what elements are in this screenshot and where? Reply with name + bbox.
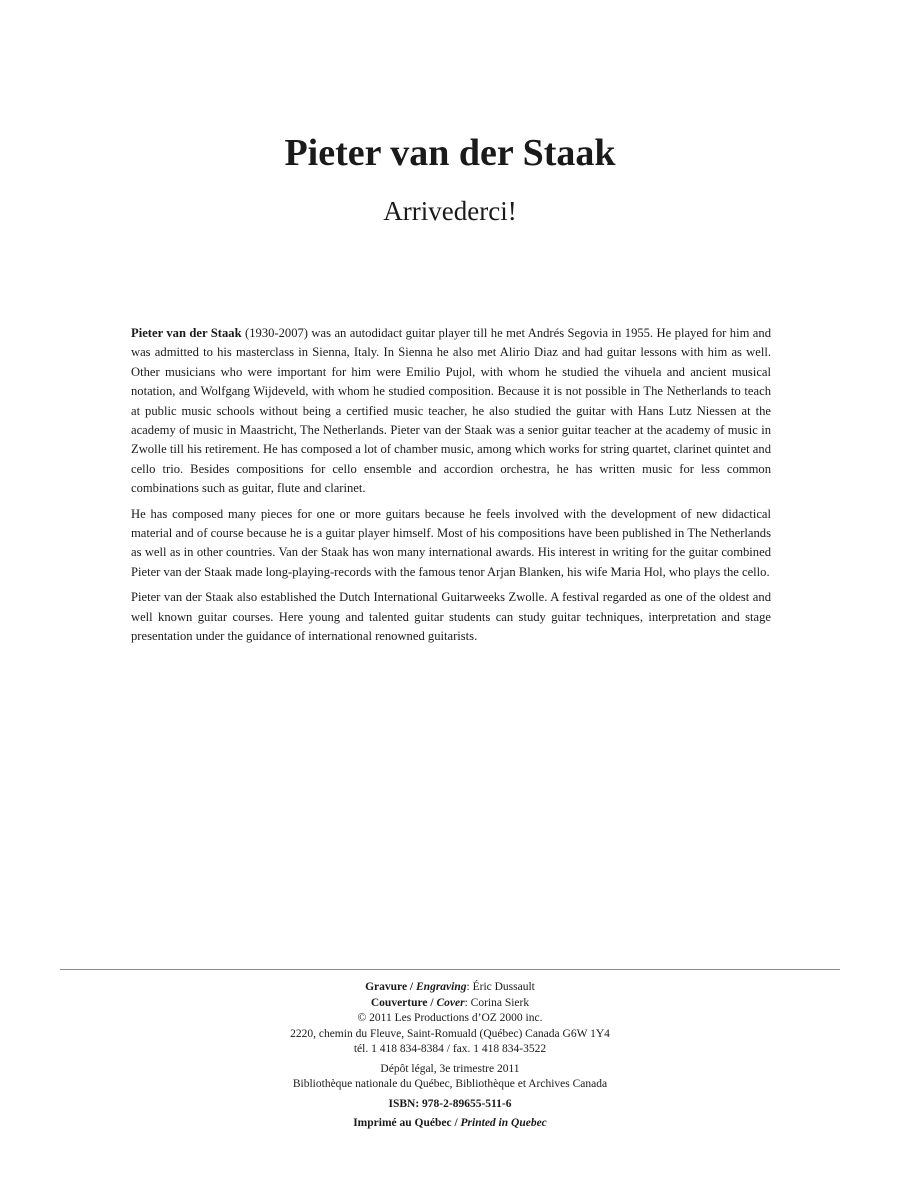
cover-value: : Corina Sierk: [464, 996, 530, 1009]
engraving-label-fr: Gravure /: [365, 981, 417, 993]
printed-fr: Imprimé au Québec /: [353, 1117, 461, 1129]
cover-label-fr: Couverture /: [370, 996, 437, 1009]
engraving-credit: [0, 980, 900, 996]
libraries: Bibliothèque nationale du Québec, Bibliothèque et Archives Canada: [292, 1078, 608, 1090]
publisher-address: 2220, chemin du Fleuve, Saint-Romuald (Québec) Canada G6W 1Y4: [290, 1027, 610, 1040]
cover-credit: [0, 996, 900, 1012]
page-title: Pieter van der Staak: [284, 132, 616, 174]
publisher-phone: tél. 1 418 834-8384 / fax. 1 418 834-3522: [353, 1043, 547, 1055]
printed-in: [0, 1116, 900, 1132]
bio-paragraph-1-text: (1930-2007) was an autodidact guitar player till he met Andrés Segovia in 1955. He played for him and was admitted to his masterclass in Sienna, Italy. In Sienna he also met Alirio Diaz and had guitar lessons with him as well. Other musicians who were important for him were Emilio Pujol, with whom he studied the vihuela and ancient musical notation, and Wolfgang Wijdeveld, with whom he studied composition. Because it is not possible in The Netherlands to teach at public music schools without being a certified music teacher, he also studied the guitar with Hans Lutz Niessen at the academy of music in Maastricht, The Netherlands. Pieter van der Staak was a senior guitar teacher at the academy of music in Zwolle till his retirement. He has composed a lot of chamber music, among which works for string quartet, clarinet quintet and cello trio. Besides compositions for cello ensemble and accordion orchestra, he has written music for less common combinations such as guitar, flute and clarinet.: [131, 326, 771, 496]
legal-deposit: Dépôt légal, 3e trimestre 2011: [380, 1062, 520, 1075]
engraving-label-en: Engraving: [416, 981, 467, 993]
biography: [131, 324, 771, 653]
bio-paragraph-3: Pieter van der Staak also established the Dutch International Guitarweeks Zwolle. A festival regarded as one of the oldest and well known guitar courses. Here young and talented guitar students can study guitar techniques, interpretation and stage presentation under the guidance of international renowned guitarists.: [131, 590, 771, 644]
divider: [60, 969, 840, 970]
copyright: © 2011 Les Productions d’OZ 2000 inc.: [357, 1012, 543, 1024]
printed-en: Printed in Quebec: [460, 1117, 547, 1129]
colophon: [0, 980, 900, 1132]
cover-label-en: Cover: [436, 996, 465, 1009]
bio-paragraph-1: [131, 324, 771, 499]
page-subtitle: Arrivederci!: [383, 196, 517, 226]
bio-name: Pieter van der Staak: [131, 326, 242, 340]
bio-paragraph-2: He has composed many pieces for one or more guitars because he feels involved with the development of new didactical material and of course because he is a guitar player himself. Most of his compositions have been published in The Netherlands as well as in other countries. Van der Staak has won many international awards. His interest in writing for the guitar combined Pieter van der Staak made long-playing-records with the famous tenor Arjan Blanken, his wife Maria Hol, who plays the cello.: [131, 506, 771, 579]
isbn: ISBN: 978-2-89655-511-6: [388, 1097, 512, 1110]
engraving-value: : Éric Dussault: [466, 981, 535, 993]
